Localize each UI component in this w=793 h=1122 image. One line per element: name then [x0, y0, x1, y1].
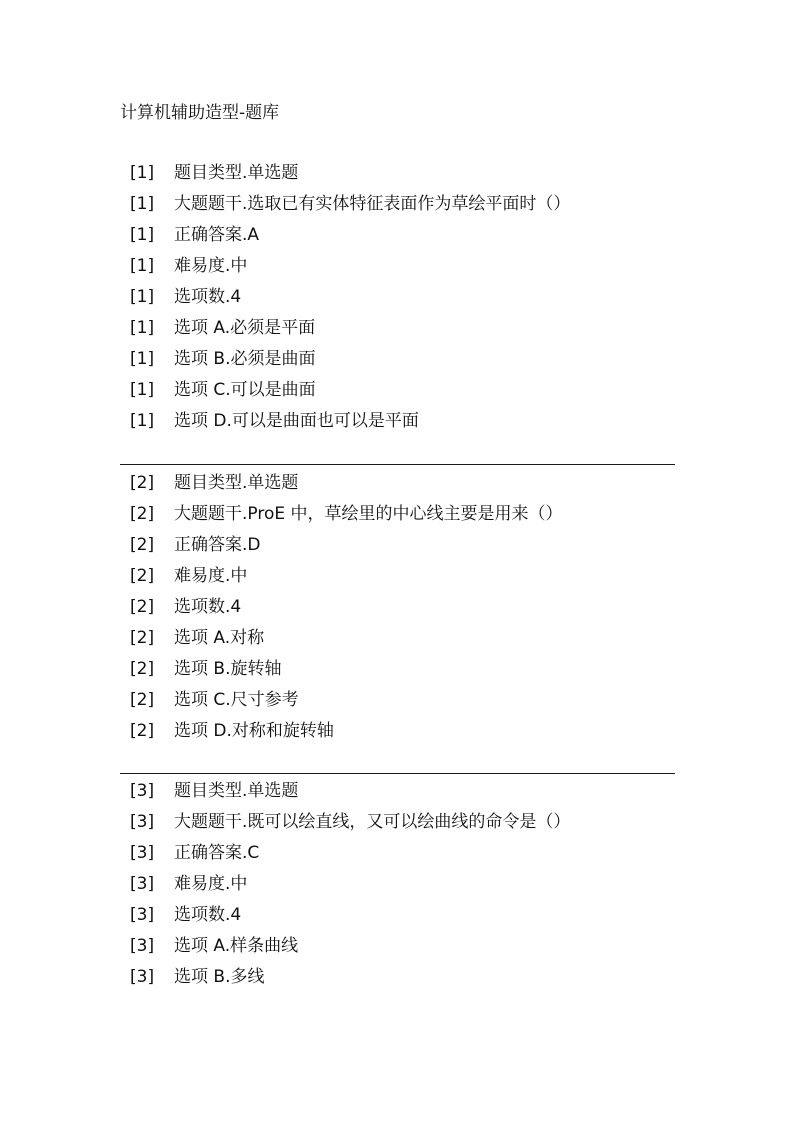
question-stem: 大题题干.选取已有实体特征表面作为草绘平面时（） — [174, 194, 571, 214]
question-number: [2] — [130, 535, 155, 555]
correct-answer: 正确答案.C — [174, 843, 260, 863]
question-number: [1] — [130, 349, 155, 369]
document-title: 计算机辅助造型-题库 — [120, 103, 280, 123]
option-a-row — [120, 313, 675, 344]
option-count: 选项数.4 — [174, 905, 242, 925]
option-a: 选项 A.对称 — [174, 628, 265, 648]
question-number: [1] — [130, 411, 155, 431]
option-count: 选项数.4 — [174, 287, 242, 307]
option-c-row — [120, 375, 675, 406]
question-stem-row — [120, 499, 675, 530]
question-number: [1] — [130, 287, 155, 307]
question-number: [2] — [130, 597, 155, 617]
correct-answer-row — [120, 530, 675, 561]
question-stem-row — [120, 189, 675, 220]
correct-answer: 正确答案.D — [174, 535, 261, 555]
question-number: [3] — [130, 936, 155, 956]
correct-answer-row — [120, 220, 675, 251]
question-number: [1] — [130, 163, 155, 183]
difficulty-row — [120, 561, 675, 592]
question-type-row — [120, 468, 675, 499]
option-b: 选项 B.多线 — [174, 967, 265, 987]
question-block-2 — [120, 464, 675, 747]
option-b: 选项 B.必须是曲面 — [174, 349, 316, 369]
question-number: [1] — [130, 318, 155, 338]
option-b-row — [120, 654, 675, 685]
question-number: [1] — [130, 194, 155, 214]
question-type-row — [120, 776, 675, 807]
question-number: [2] — [130, 628, 155, 648]
question-stem: 大题题干.ProE 中，草绘里的中心线主要是用来（） — [174, 504, 563, 524]
correct-answer-row — [120, 838, 675, 869]
difficulty: 难易度.中 — [174, 566, 248, 586]
option-b: 选项 B.旋转轴 — [174, 659, 282, 679]
question-number: [1] — [130, 225, 155, 245]
question-number: [2] — [130, 566, 155, 586]
question-number: [2] — [130, 659, 155, 679]
question-block-1 — [120, 158, 675, 437]
question-number: [1] — [130, 256, 155, 276]
difficulty: 难易度.中 — [174, 256, 248, 276]
question-number: [1] — [130, 380, 155, 400]
option-a-row — [120, 623, 675, 654]
option-d-row — [120, 406, 675, 437]
question-type: 题目类型.单选题 — [174, 163, 299, 183]
option-c-row — [120, 685, 675, 716]
question-number: [2] — [130, 721, 155, 741]
difficulty-row — [120, 251, 675, 282]
option-c: 选项 C.尺寸参考 — [174, 690, 299, 710]
question-number: [3] — [130, 781, 155, 801]
question-block-3 — [120, 773, 675, 993]
difficulty-row — [120, 869, 675, 900]
option-count-row — [120, 592, 675, 623]
option-b-row — [120, 962, 675, 993]
question-type: 题目类型.单选题 — [174, 473, 299, 493]
option-a: 选项 A.样条曲线 — [174, 936, 299, 956]
option-count: 选项数.4 — [174, 597, 242, 617]
option-c: 选项 C.可以是曲面 — [174, 380, 316, 400]
option-b-row — [120, 344, 675, 375]
question-number: [3] — [130, 905, 155, 925]
option-a: 选项 A.必须是平面 — [174, 318, 316, 338]
question-number: [2] — [130, 690, 155, 710]
question-type: 题目类型.单选题 — [174, 781, 299, 801]
question-type-row — [120, 158, 675, 189]
option-a-row — [120, 931, 675, 962]
correct-answer: 正确答案.A — [174, 225, 260, 245]
option-count-row — [120, 282, 675, 313]
question-number: [3] — [130, 812, 155, 832]
option-count-row — [120, 900, 675, 931]
question-number: [2] — [130, 473, 155, 493]
question-number: [3] — [130, 843, 155, 863]
question-number: [2] — [130, 504, 155, 524]
question-number: [3] — [130, 967, 155, 987]
difficulty: 难易度.中 — [174, 874, 248, 894]
question-number: [3] — [130, 874, 155, 894]
question-stem-row — [120, 807, 675, 838]
option-d: 选项 D.对称和旋转轴 — [174, 721, 334, 741]
option-d-row — [120, 716, 675, 747]
question-stem: 大题题干.既可以绘直线，又可以绘曲线的命令是（） — [174, 812, 571, 832]
option-d: 选项 D.可以是曲面也可以是平面 — [174, 411, 419, 431]
